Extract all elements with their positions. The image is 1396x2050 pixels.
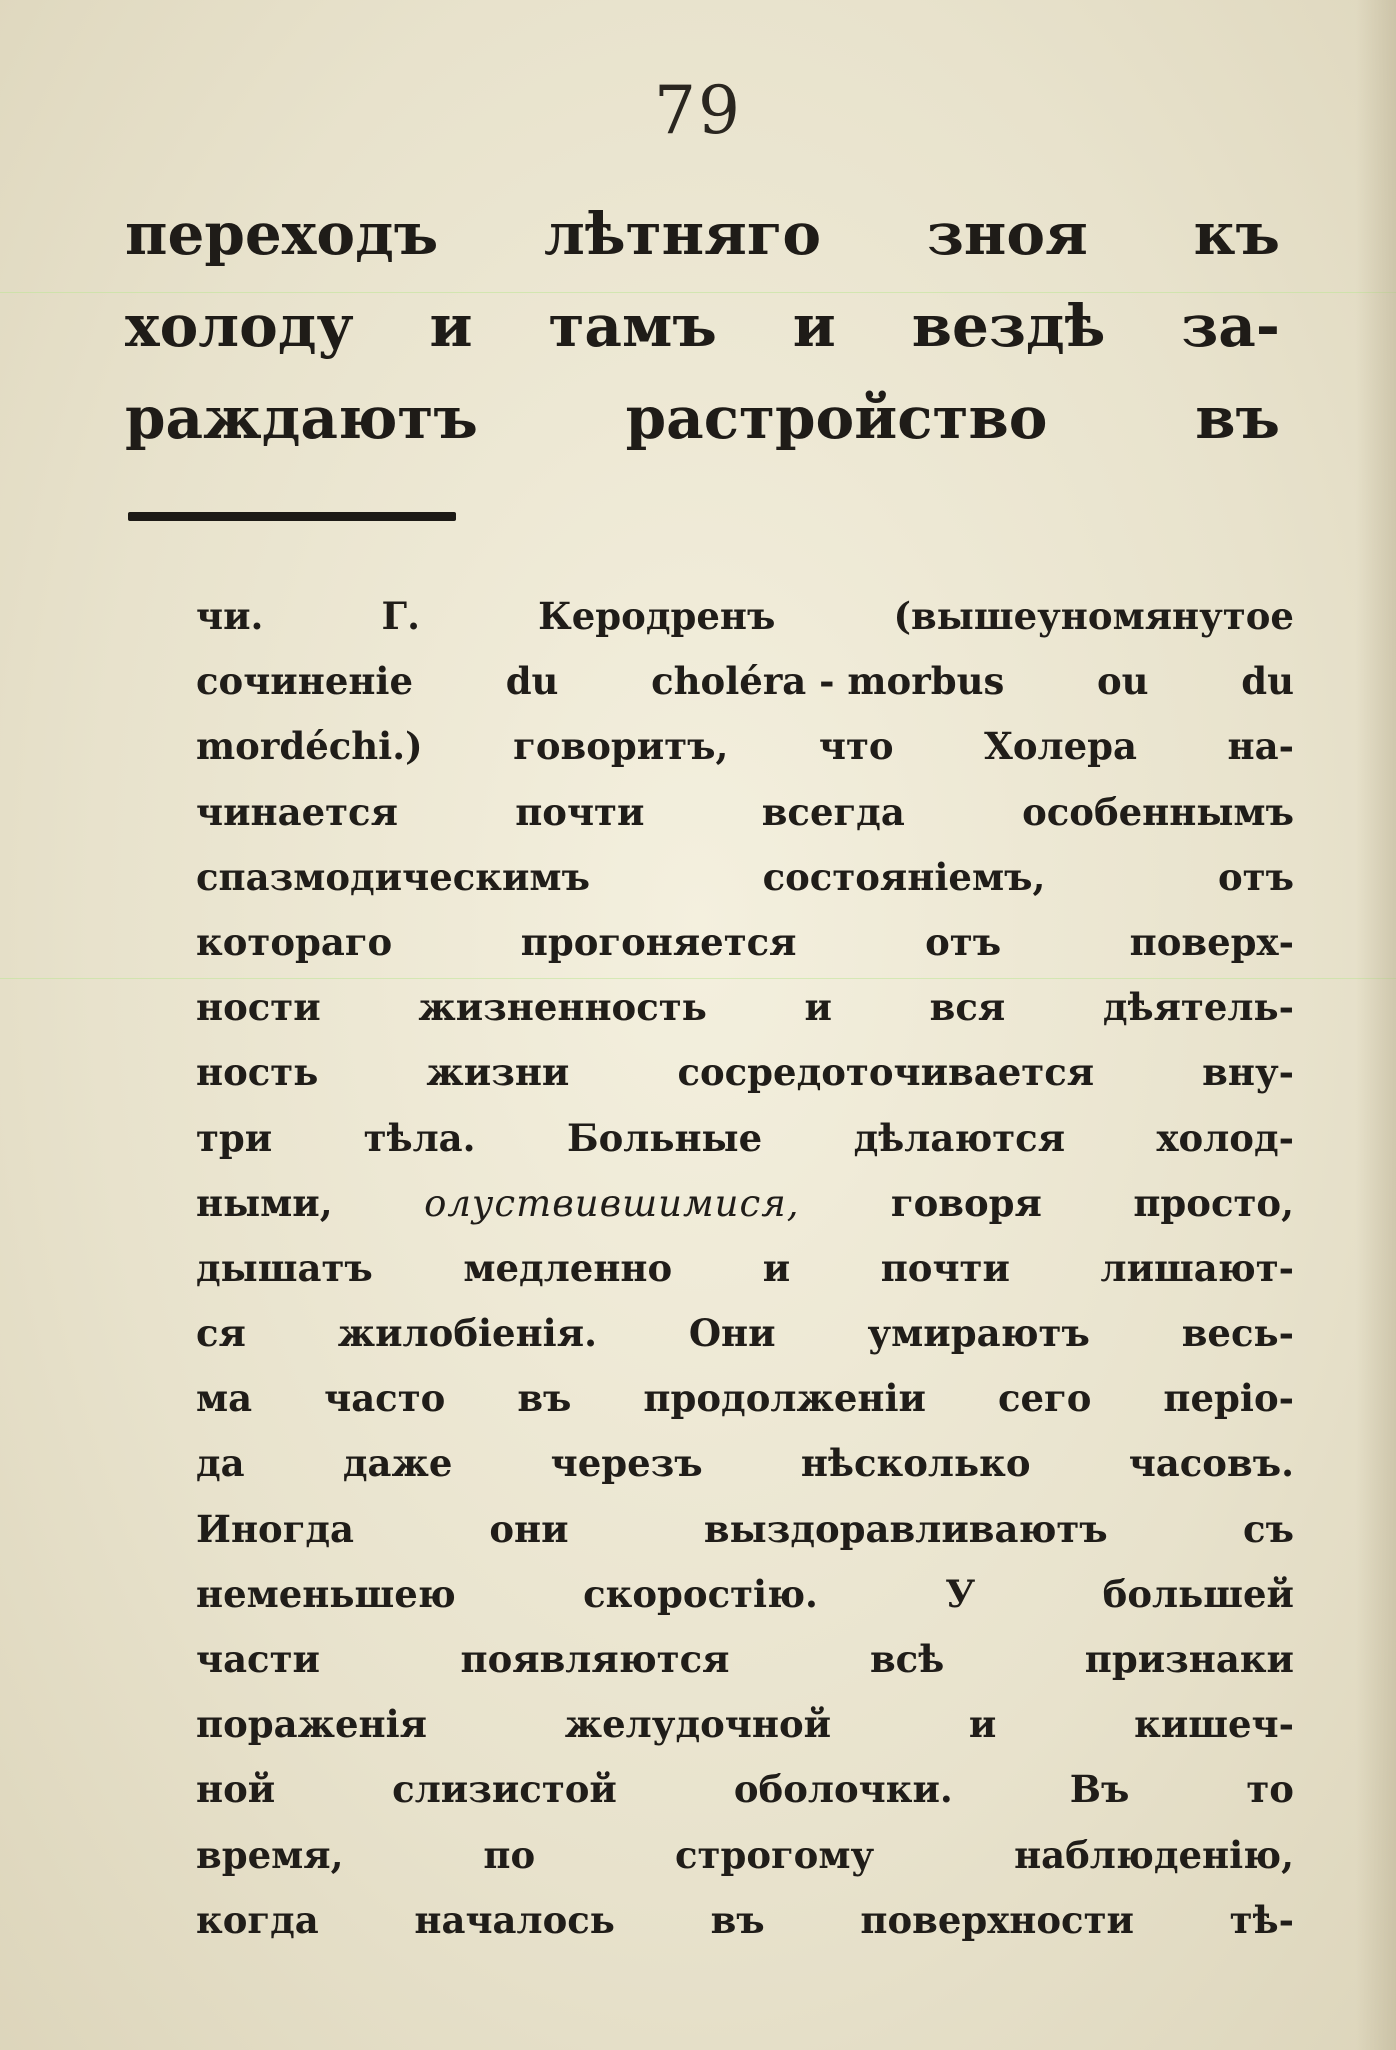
- footnote-word: олуствившимися,: [424, 1181, 800, 1225]
- footnote-word: то: [1246, 1767, 1294, 1812]
- footnote-word: когда: [196, 1897, 319, 1942]
- main-text-word: въ: [1195, 384, 1280, 452]
- footnote-word: желудочной: [564, 1702, 832, 1747]
- footnote-word: части: [196, 1637, 320, 1681]
- footnote-line: [196, 845, 1294, 910]
- footnote-word: и: [968, 1702, 997, 1747]
- main-text-word: и: [429, 292, 473, 360]
- footnote-word: неменьшею: [196, 1571, 456, 1616]
- footnote-word: Больные: [566, 1115, 763, 1160]
- footnote-word: съ: [1243, 1506, 1294, 1551]
- footnote-word: нѣсколько: [800, 1441, 1031, 1486]
- footnote-word: говоритъ,: [513, 724, 729, 769]
- footnote-word: mordéchi.): [196, 724, 423, 769]
- footnote-word: скоростію.: [583, 1571, 818, 1616]
- footnote-word: сосредоточивается: [677, 1050, 1095, 1095]
- footnote-word: ou: [1096, 659, 1149, 704]
- footnote-word: (вышеуномянутое: [893, 594, 1294, 638]
- main-text-block: [125, 188, 1280, 464]
- footnote-word: поверхности: [860, 1897, 1134, 1942]
- footnote-word: du: [1241, 659, 1294, 704]
- footnote-word: всегда: [761, 789, 905, 834]
- main-text-line: [125, 372, 1280, 464]
- footnote-word: появляются: [460, 1637, 730, 1681]
- footnote-word: Въ: [1069, 1767, 1130, 1812]
- footnote-word: время,: [196, 1832, 344, 1877]
- footnote-word: спазмодическимъ: [196, 854, 590, 899]
- footnote-word: въ: [517, 1376, 572, 1421]
- main-text-word: раждаютъ: [125, 384, 478, 452]
- footnote-line: [196, 1497, 1294, 1562]
- main-text-word: холоду: [125, 292, 354, 360]
- main-text-line: [125, 280, 1280, 372]
- footnote-word: оболочки.: [733, 1767, 953, 1812]
- footnote-word: жизни: [426, 1050, 570, 1095]
- footnote-word: прогоняется: [520, 919, 797, 964]
- footnote-word: часовъ.: [1128, 1441, 1294, 1486]
- page-number: 79: [654, 72, 742, 149]
- footnote-word: даже: [342, 1441, 453, 1486]
- footnote-line: [196, 1301, 1294, 1366]
- footnote-word: строгому: [675, 1832, 875, 1877]
- footnote-word: Иногда: [196, 1506, 355, 1551]
- footnote-word: ность: [196, 1050, 319, 1095]
- footnote-word: сочиненіе: [196, 659, 414, 704]
- footnote-word: Керодренъ: [538, 594, 776, 638]
- footnote-word: сего: [997, 1376, 1092, 1421]
- footnote-word: вся: [929, 985, 1006, 1030]
- footnote-text-block: [196, 584, 1294, 1953]
- footnote-word: чи.: [196, 594, 264, 638]
- main-text-line: [125, 188, 1280, 280]
- footnote-word: весь-: [1181, 1311, 1294, 1356]
- footnote-word: лишают-: [1100, 1245, 1294, 1290]
- footnote-word: и: [804, 985, 832, 1030]
- footnote-line: [196, 1692, 1294, 1757]
- footnote-line: [196, 1366, 1294, 1431]
- footnote-word: особеннымъ: [1022, 789, 1294, 834]
- footnote-word: почти: [880, 1245, 1010, 1290]
- footnote-word: тѣла.: [363, 1115, 476, 1160]
- footnote-word: дышатъ: [196, 1245, 373, 1290]
- footnote-word: Г.: [381, 594, 420, 638]
- main-text-word: лѣтняго: [543, 200, 822, 268]
- footnote-word: чинается: [196, 789, 398, 834]
- footnote-word: Они: [688, 1311, 776, 1356]
- footnote-separator-rule: [128, 512, 456, 521]
- footnote-word: просто,: [1133, 1180, 1294, 1225]
- main-text-word: къ: [1193, 200, 1280, 268]
- footnote-word: состояніемъ,: [762, 854, 1046, 899]
- footnote-line: [196, 1236, 1294, 1301]
- footnote-word: отъ: [925, 919, 1002, 964]
- main-text-word: и: [792, 292, 836, 360]
- footnote-word: тѣ-: [1229, 1897, 1294, 1942]
- footnote-word: въ: [710, 1897, 765, 1942]
- footnote-word: ся: [196, 1311, 246, 1356]
- footnote-word: жилобіенія.: [337, 1311, 597, 1356]
- footnote-word: кишеч-: [1134, 1702, 1294, 1747]
- footnote-line: [196, 1040, 1294, 1105]
- footnote-word: холод-: [1156, 1115, 1294, 1160]
- footnote-word: пораженія: [196, 1702, 427, 1747]
- main-text-word: переходъ: [125, 200, 439, 268]
- footnote-line: [196, 1562, 1294, 1627]
- footnote-word: ма: [196, 1376, 253, 1421]
- footnote-word: вну-: [1202, 1050, 1294, 1095]
- footnote-word: У: [945, 1571, 976, 1616]
- footnote-word: медленно: [463, 1245, 673, 1290]
- footnote-word: и: [762, 1245, 791, 1290]
- footnote-line: [196, 780, 1294, 845]
- footnote-line: [196, 910, 1294, 975]
- main-text-word: тамъ: [548, 292, 717, 360]
- footnote-word: періо-: [1163, 1376, 1294, 1421]
- footnote-word: говоря: [890, 1180, 1042, 1225]
- footnote-line: [196, 1171, 1294, 1236]
- footnote-line: [196, 1757, 1294, 1822]
- footnote-word: часто: [324, 1376, 446, 1421]
- footnote-word: продолженіи: [643, 1376, 926, 1421]
- footnote-word: ности: [196, 985, 321, 1030]
- footnote-word: черезъ: [550, 1441, 703, 1486]
- footnote-line: [196, 649, 1294, 714]
- footnote-word: отъ: [1217, 854, 1294, 899]
- footnote-line: [196, 1888, 1294, 1953]
- footnote-word: умираютъ: [867, 1311, 1090, 1356]
- footnote-word: du: [505, 659, 559, 704]
- footnote-word: признаки: [1084, 1637, 1294, 1681]
- footnote-word: наблюденію,: [1014, 1832, 1294, 1877]
- footnote-word: они: [489, 1506, 569, 1551]
- main-text-word: растройство: [625, 384, 1048, 452]
- footnote-word: на-: [1227, 724, 1294, 769]
- footnote-line: [196, 714, 1294, 779]
- footnote-word: котораго: [196, 919, 393, 964]
- footnote-word: Холера: [984, 724, 1138, 769]
- footnote-word: всѣ: [869, 1637, 945, 1681]
- footnote-word: choléra - morbus: [651, 659, 1005, 704]
- footnote-line: [196, 584, 1294, 649]
- footnote-word: большей: [1102, 1571, 1294, 1616]
- main-text-word: за-: [1181, 292, 1280, 360]
- footnote-word: дѣятель-: [1102, 985, 1294, 1030]
- footnote-word: слизистой: [392, 1767, 617, 1812]
- footnote-word: жизненность: [418, 985, 707, 1030]
- footnote-line: [196, 975, 1294, 1040]
- main-text-word: вездѣ: [911, 292, 1106, 360]
- footnote-word: да: [196, 1441, 245, 1486]
- footnote-word: три: [196, 1115, 273, 1160]
- footnote-word: что: [818, 724, 894, 769]
- footnote-word: по: [483, 1832, 536, 1877]
- footnote-word: выздоравливаютъ: [703, 1506, 1108, 1551]
- footnote-word: ными,: [196, 1180, 333, 1225]
- footnote-word: поверх-: [1129, 919, 1294, 964]
- footnote-line: [196, 1627, 1294, 1692]
- footnote-line: [196, 1431, 1294, 1496]
- footnote-line: [196, 1106, 1294, 1171]
- footnote-line: [196, 1823, 1294, 1888]
- footnote-word: дѣлаются: [853, 1115, 1066, 1160]
- footnote-word: почти: [515, 789, 645, 834]
- footnote-word: ной: [196, 1767, 276, 1812]
- footnote-word: началось: [414, 1897, 615, 1942]
- main-text-word: зноя: [926, 200, 1088, 268]
